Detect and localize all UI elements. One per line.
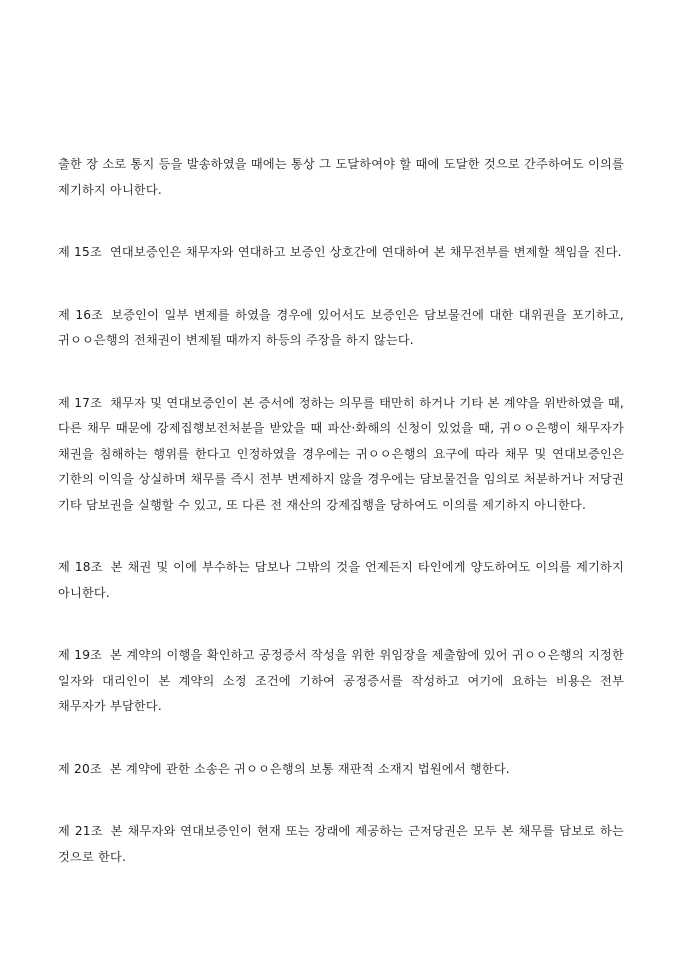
article-number: 제 16조 <box>58 307 104 322</box>
article-number: 제 17조 <box>58 395 103 410</box>
article-text: 본 계약에 관한 소송은 귀ㅇㅇ은행의 보통 재판적 소재지 법원에서 행한다. <box>109 761 510 776</box>
article-text: 채무자 및 연대보증인이 본 증서에 정하는 의무를 태만히 하거나 기타 본 계약을 위반하였을 때, 다른 채무 때문에 강제집행보전처분을 받았을 때 파산·화해의 신청이 있었을 때, 귀ㅇㅇ은행이 채무자가 채권을 침해하는 행위를 한다고 인정하였을 경우에는 귀ㅇㅇ은행의 요구에 따라 채무 및 연대보증인은 기한의 이익을 상실하며 채무를 즉시 전부 변제하지 않을 경우에는 담보물건을 임의로 처분하거나 저당권 기타 담보권을 실행할 수 있고, 또 다른 전 재산의 강제집행을 당하여도 이의를 제기하지 아니한다. <box>58 395 624 512</box>
article-number: 제 15조 <box>58 245 102 259</box>
article-text: 본 계약의 이행을 확인하고 공정증서 작성을 위한 위임장을 제출함에 있어 귀ㅇㅇ은행의 지정한 일자와 대리인이 본 계약의 소정 조건에 기하여 공정증서를 작성하고 여기에 요하는 비용은 전부 채무자가 부담한다. <box>58 648 624 713</box>
document-body <box>58 152 624 907</box>
article-20 <box>58 757 624 783</box>
article-15 <box>58 240 624 266</box>
article-16 <box>58 303 624 354</box>
article-number: 제 18조 <box>58 560 103 574</box>
article-text: 본 채권 및 이에 부수하는 담보나 그밖의 것을 언제든지 타인에게 양도하여도 이의를 제기하지 아니한다. <box>58 560 624 600</box>
article-number: 제 19조 <box>58 648 103 662</box>
article-18 <box>58 555 624 606</box>
article-text: 연대보증인은 채무자와 연대하고 보증인 상호간에 연대하여 본 채무전부를 변제할 책임을 진다. <box>109 245 622 259</box>
article-text: 보증인이 일부 변제를 하였을 경우에 있어서도 보증인은 담보물건에 대한 대위권을 포기하고, 귀ㅇㅇ은행의 전채권이 변제될 때까지 하등의 주장을 하지 않는다. <box>58 307 624 347</box>
article-21 <box>58 819 624 870</box>
paragraph-continuation <box>58 152 624 203</box>
article-text: 본 채무자와 연대보증인이 현재 또는 장래에 제공하는 근저당권은 모두 본 채무를 담보로 하는 것으로 한다. <box>58 824 624 864</box>
article-19 <box>58 643 624 720</box>
article-number: 제 21조 <box>58 824 103 838</box>
paragraph-text: 출한 장 소로 통지 등을 발송하였을 때에는 통상 그 도달하여야 할 때에 도달한 것으로 간주하여도 이의를 제기하지 아니한다. <box>58 157 624 197</box>
article-17 <box>58 391 624 519</box>
article-number: 제 20조 <box>58 761 102 776</box>
